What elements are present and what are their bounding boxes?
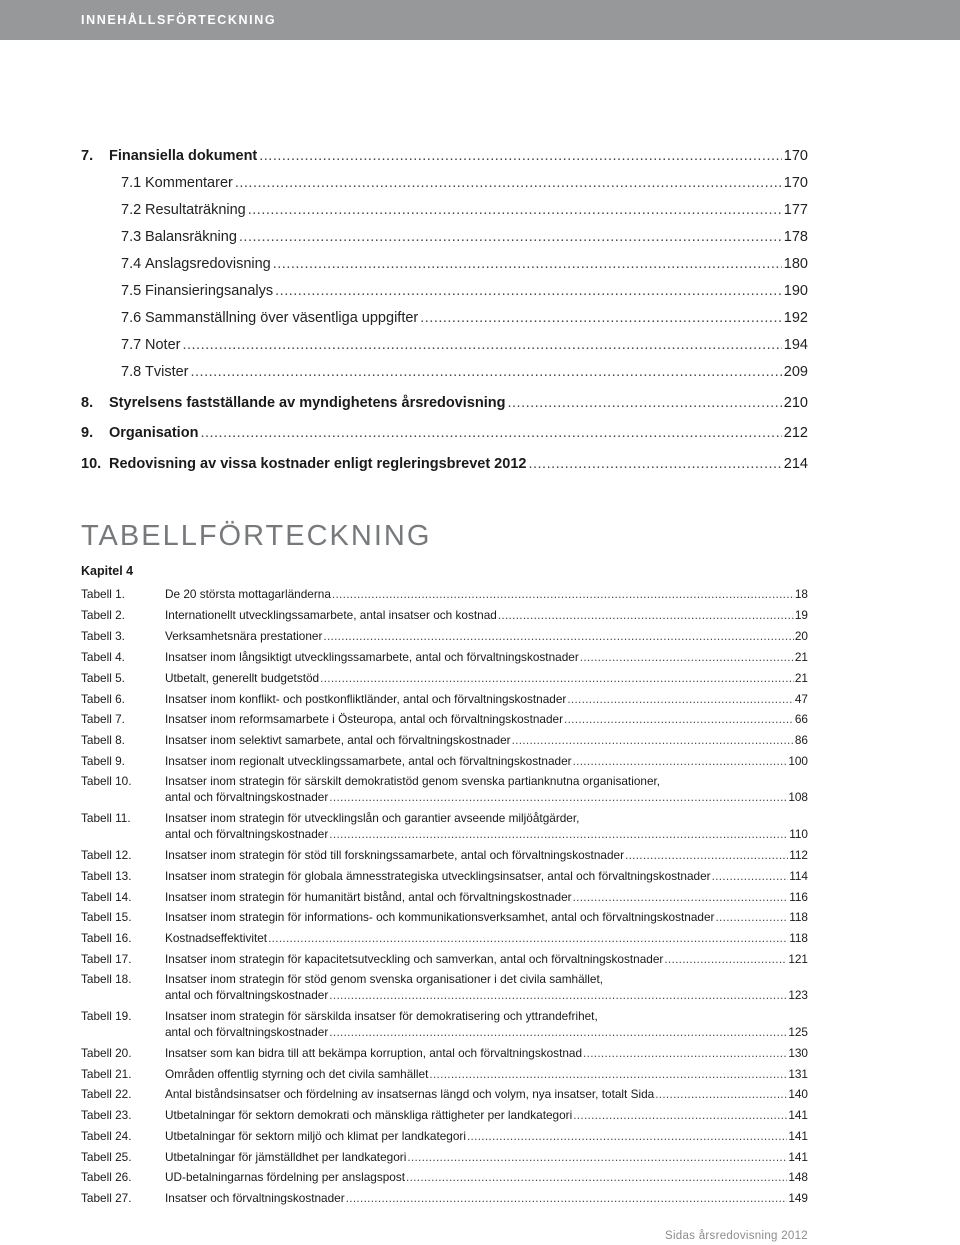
toc-entry[interactable] xyxy=(81,173,808,193)
toc-leader-dots xyxy=(200,423,781,443)
toc-entry-title: Styrelsens fastställande av myndighetens årsredovisning xyxy=(109,395,506,411)
table-leader-dots xyxy=(655,1086,787,1102)
table-entry-title: Insatser inom selektivt samarbete, antal och förvaltningskostnader xyxy=(165,733,511,747)
table-entry-page: 141 xyxy=(788,1108,808,1122)
tables-heading: TABELLFÖRTECKNING xyxy=(81,520,432,552)
table-entry[interactable] xyxy=(81,773,808,805)
toc-entry[interactable] xyxy=(81,227,808,247)
table-leader-dots xyxy=(467,1128,787,1144)
table-entry-title: Insatser inom strategin för informations- och kommunikationsverksamhet, antal och förvaltningskostnader xyxy=(165,910,715,924)
table-entry[interactable] xyxy=(81,889,808,905)
table-entry[interactable] xyxy=(81,810,808,842)
table-leader-dots xyxy=(573,889,789,905)
toc-entry-page: 209 xyxy=(783,364,808,380)
toc-entry-number: 7.3 xyxy=(121,229,142,245)
table-entry-title: UD-betalningarnas fördelning per anslagspost xyxy=(165,1170,406,1184)
toc-entry[interactable] xyxy=(81,308,808,328)
table-leader-dots xyxy=(329,987,787,1003)
table-leader-dots xyxy=(268,930,788,946)
table-entry-title: Insatser inom strategin för globala ämnesstrategiska utvecklingsinsatser, antal och förvaltningskostnader xyxy=(165,869,711,883)
table-entry[interactable] xyxy=(81,607,808,623)
table-entry[interactable] xyxy=(81,691,808,707)
table-entry-label: Tabell 13. xyxy=(81,869,132,883)
table-leader-dots xyxy=(512,732,794,748)
toc-entry-page: 212 xyxy=(783,425,808,441)
table-entry-page: 140 xyxy=(788,1087,808,1101)
table-entry-label: Tabell 16. xyxy=(81,931,132,945)
table-leader-dots xyxy=(498,607,794,623)
table-entry-label: Tabell 14. xyxy=(81,890,132,904)
table-leader-dots xyxy=(332,586,794,602)
table-entry-page: 123 xyxy=(788,988,808,1002)
table-leader-dots xyxy=(664,951,787,967)
table-entry-title: Insatser inom långsiktigt utvecklingssamarbete, antal och förvaltningskostnader xyxy=(165,650,579,664)
toc-entry[interactable] xyxy=(81,335,808,355)
table-entry-label: Tabell 10. xyxy=(81,774,132,788)
table-entry-page: 21 xyxy=(794,650,808,664)
table-entry-label: Tabell 21. xyxy=(81,1067,132,1081)
table-leader-dots xyxy=(573,753,788,769)
table-entry[interactable] xyxy=(81,1190,808,1206)
table-entry-title-line: Insatser inom strategin för särskilt demokratistöd genom svenska partianknutna organisationer, xyxy=(165,774,661,788)
table-entry-label: Tabell 2. xyxy=(81,608,125,622)
table-entry-label: Tabell 18. xyxy=(81,972,132,986)
toc-entry[interactable] xyxy=(81,200,808,220)
table-entry-label: Tabell 3. xyxy=(81,629,125,643)
table-leader-dots xyxy=(625,847,788,863)
table-entry-label: Tabell 4. xyxy=(81,650,125,664)
table-leader-dots xyxy=(567,691,794,707)
table-leader-dots xyxy=(329,1024,787,1040)
toc-entry-page: 192 xyxy=(783,310,808,326)
toc-entry-page: 190 xyxy=(783,283,808,299)
table-entry-page: 121 xyxy=(788,952,808,966)
table-entry-label: Tabell 24. xyxy=(81,1129,132,1143)
table-entry[interactable] xyxy=(81,1066,808,1082)
table-entry-title: Utbetalningar för jämställdhet per landkategori xyxy=(165,1150,407,1164)
table-entry-page: 100 xyxy=(788,754,808,768)
toc-leader-dots xyxy=(182,335,781,355)
table-entry-page: 47 xyxy=(794,692,808,706)
table-leader-dots xyxy=(564,711,794,727)
table-leader-dots xyxy=(573,1107,787,1123)
table-entry-title: Utbetalningar för sektorn demokrati och mänskliga rättigheter per landkategori xyxy=(165,1108,573,1122)
table-entry[interactable] xyxy=(81,1149,808,1165)
table-entry[interactable] xyxy=(81,1086,808,1102)
table-entry-page: 112 xyxy=(789,848,808,862)
table-entry-title: Insatser som kan bidra till att bekämpa korruption, antal och förvaltningskostnad xyxy=(165,1046,583,1060)
table-entry[interactable] xyxy=(81,1169,808,1185)
table-entry-title: Insatser inom reformsamarbete i Östeuropa, antal och förvaltningskostnader xyxy=(165,712,564,726)
table-entry[interactable] xyxy=(81,628,808,644)
table-entry-title: Utbetalt, generellt budgetstöd xyxy=(165,671,320,685)
table-entry-page: 141 xyxy=(788,1129,808,1143)
table-entry-title: antal och förvaltningskostnader xyxy=(165,790,329,804)
table-entry-page: 21 xyxy=(794,671,808,685)
toc-entry-page: 177 xyxy=(783,202,808,218)
toc-entry-number: 7. xyxy=(81,148,94,164)
table-leader-dots xyxy=(346,1190,788,1206)
table-entry-label: Tabell 11. xyxy=(81,811,131,825)
table-entry-page: 118 xyxy=(789,931,808,945)
chapter-label: Kapitel 4 xyxy=(81,564,134,578)
toc-entry-number: 9. xyxy=(81,425,94,441)
table-entry-page: 149 xyxy=(788,1191,808,1205)
table-entry-title: antal och förvaltningskostnader xyxy=(165,988,329,1002)
toc-entry-page: 194 xyxy=(783,337,808,353)
toc-entry-title: Finansiella dokument xyxy=(109,148,258,164)
table-entry-title: antal och förvaltningskostnader xyxy=(165,827,329,841)
table-entry-page: 18 xyxy=(794,587,808,601)
table-entry-label: Tabell 1. xyxy=(81,587,125,601)
toc-leader-dots xyxy=(275,281,782,301)
toc-entry-title: Anslagsredovisning xyxy=(145,256,271,272)
table-leader-dots xyxy=(583,1045,787,1061)
table-entry-label: Tabell 25. xyxy=(81,1150,132,1164)
table-entry-title: Insatser inom strategin för stöd till forskningssamarbete, antal och förvaltningskostnader xyxy=(165,848,624,862)
table-entry-label: Tabell 15. xyxy=(81,910,132,924)
table-leader-dots xyxy=(429,1066,787,1082)
table-entry-title: Verksamhetsnära prestationer xyxy=(165,629,323,643)
table-entry[interactable] xyxy=(81,909,808,925)
table-entry-page: 141 xyxy=(788,1150,808,1164)
toc-leader-dots xyxy=(273,254,782,274)
table-leader-dots xyxy=(407,1149,787,1165)
table-entry-page: 114 xyxy=(789,869,808,883)
toc-entry-page: 170 xyxy=(783,148,808,164)
toc-entry-title: Resultaträkning xyxy=(145,202,246,218)
toc-entry-number: 7.8 xyxy=(121,364,142,380)
toc-entry-title: Kommentarer xyxy=(145,175,233,191)
table-entry[interactable] xyxy=(81,732,808,748)
table-leader-dots xyxy=(580,649,794,665)
table-entry-page: 116 xyxy=(789,890,808,904)
table-entry-label: Tabell 6. xyxy=(81,692,125,706)
table-entry-label: Tabell 27. xyxy=(81,1191,132,1205)
table-entry[interactable] xyxy=(81,1045,808,1061)
table-leader-dots xyxy=(406,1169,787,1185)
table-entry-title-line: Insatser inom strategin för stöd genom svenska organisationer i det civila samhället, xyxy=(165,972,604,986)
table-entry[interactable] xyxy=(81,1008,808,1040)
table-entry-label: Tabell 17. xyxy=(81,952,132,966)
table-entry-title: Insatser och förvaltningskostnader xyxy=(165,1191,345,1205)
table-entry[interactable] xyxy=(81,1128,808,1144)
toc-entry-number: 10. xyxy=(81,456,102,472)
table-entry[interactable] xyxy=(81,753,808,769)
toc-entry-page: 180 xyxy=(783,256,808,272)
toc-entry[interactable] xyxy=(81,454,808,474)
toc-entry-title: Redovisning av vissa kostnader enligt regleringsbrevet 2012 xyxy=(109,456,527,472)
table-entry-page: 20 xyxy=(794,629,808,643)
toc-entry[interactable] xyxy=(81,362,808,382)
table-entry-title: Antal biståndsinsatser och fördelning av insatsernas längd och volym, nya insatser, totalt Sida xyxy=(165,1087,655,1101)
toc-entry-number: 7.5 xyxy=(121,283,142,299)
toc-entry[interactable] xyxy=(81,146,808,166)
toc-entry-number: 7.6 xyxy=(121,310,142,326)
table-entry[interactable] xyxy=(81,670,808,686)
table-entry[interactable] xyxy=(81,586,808,602)
table-entry-label: Tabell 9. xyxy=(81,754,125,768)
table-entry-page: 66 xyxy=(794,712,808,726)
table-entry-title-line: Insatser inom strategin för särskilda insatser för demokratisering och yttrandefrihet, xyxy=(165,1009,598,1023)
table-entry-page: 108 xyxy=(788,790,808,804)
table-leader-dots xyxy=(320,670,794,686)
header-bar xyxy=(0,0,960,40)
table-leader-dots xyxy=(712,868,789,884)
toc-leader-dots xyxy=(507,393,781,413)
table-entry-page: 131 xyxy=(788,1067,808,1081)
table-entry-title: Kostnadseffektivitet xyxy=(165,931,268,945)
table-entry-page: 110 xyxy=(789,827,808,841)
table-entry-label: Tabell 22. xyxy=(81,1087,132,1101)
toc-entry-page: 178 xyxy=(783,229,808,245)
toc-leader-dots xyxy=(259,146,782,166)
toc-leader-dots xyxy=(248,200,782,220)
toc-entry[interactable] xyxy=(81,423,808,443)
table-entry-label: Tabell 23. xyxy=(81,1108,132,1122)
table-entry-title: Områden offentlig styrning och det civila samhället xyxy=(165,1067,429,1081)
table-entry[interactable] xyxy=(81,930,808,946)
table-entry-page: 148 xyxy=(788,1170,808,1184)
table-entry-title: Insatser inom strategin för humanitärt bistånd, antal och förvaltningskostnader xyxy=(165,890,572,904)
table-leader-dots xyxy=(323,628,794,644)
toc-entry-title: Organisation xyxy=(109,425,199,441)
table-entry-label: Tabell 5. xyxy=(81,671,125,685)
table-entry-page: 118 xyxy=(789,910,808,924)
table-leader-dots xyxy=(329,826,788,842)
table-entry[interactable] xyxy=(81,847,808,863)
table-entry-page: 19 xyxy=(794,608,808,622)
toc-entry-number: 7.7 xyxy=(121,337,142,353)
table-leader-dots xyxy=(329,789,787,805)
table-entry-page: 130 xyxy=(788,1046,808,1060)
table-entry-page: 125 xyxy=(788,1025,808,1039)
toc-entry-title: Sammanställning över väsentliga uppgifter xyxy=(145,310,419,326)
table-entry-label: Tabell 26. xyxy=(81,1170,132,1184)
toc-entry-number: 8. xyxy=(81,395,94,411)
toc-entry-title: Tvister xyxy=(145,364,189,380)
toc-entry-page: 210 xyxy=(783,395,808,411)
table-entry-title-line: Insatser inom strategin för utvecklingslån och garantier avseende miljöåtgärder, xyxy=(165,811,580,825)
table-entry[interactable] xyxy=(81,971,808,1003)
toc-entry-page: 170 xyxy=(783,175,808,191)
table-leader-dots xyxy=(715,909,788,925)
toc-entry-page: 214 xyxy=(783,456,808,472)
table-entry-page: 86 xyxy=(794,733,808,747)
table-entry[interactable] xyxy=(81,951,808,967)
table-entry-title: De 20 största mottagarländerna xyxy=(165,587,331,601)
table-entry-title: Internationellt utvecklingssamarbete, antal insatser och kostnad xyxy=(165,608,497,622)
table-entry-title: Utbetalningar för sektorn miljö och klimat per landkategori xyxy=(165,1129,466,1143)
toc-leader-dots xyxy=(420,308,782,328)
toc-entry[interactable] xyxy=(81,254,808,274)
toc-entry-title: Finansieringsanalys xyxy=(145,283,274,299)
footer-text: Sidas årsredovisning 2012 xyxy=(664,1230,808,1242)
table-entry[interactable] xyxy=(81,711,808,727)
toc-entry-number: 7.1 xyxy=(121,175,142,191)
toc-leader-dots xyxy=(239,227,782,247)
toc-entry-number: 7.2 xyxy=(121,202,142,218)
toc-entry[interactable] xyxy=(81,281,808,301)
table-entry-label: Tabell 8. xyxy=(81,733,125,747)
table-entry[interactable] xyxy=(81,868,808,884)
table-entry[interactable] xyxy=(81,649,808,665)
table-entry-label: Tabell 20. xyxy=(81,1046,132,1060)
table-entry-label: Tabell 19. xyxy=(81,1009,132,1023)
toc-entry-title: Balansräkning xyxy=(145,229,237,245)
toc-leader-dots xyxy=(191,362,782,382)
toc-entry-number: 7.4 xyxy=(121,256,142,272)
toc-leader-dots xyxy=(528,454,781,474)
header-title: INNEHÅLLSFÖRTECKNING xyxy=(81,13,277,27)
table-entry-title: Insatser inom konflikt- och postkonfliktländer, antal och förvaltningskostnader xyxy=(165,692,567,706)
table-entry-title: antal och förvaltningskostnader xyxy=(165,1025,329,1039)
toc-entry[interactable] xyxy=(81,393,808,413)
toc-entry-title: Noter xyxy=(145,337,181,353)
table-entry[interactable] xyxy=(81,1107,808,1123)
table-entry-title: Insatser inom regionalt utvecklingssamarbete, antal och förvaltningskostnader xyxy=(165,754,572,768)
toc-leader-dots xyxy=(235,173,782,193)
table-entry-label: Tabell 12. xyxy=(81,848,132,862)
table-entry-title: Insatser inom strategin för kapacitetsutveckling och samverkan, antal och förvaltningskostnader xyxy=(165,952,664,966)
table-entry-label: Tabell 7. xyxy=(81,712,125,726)
